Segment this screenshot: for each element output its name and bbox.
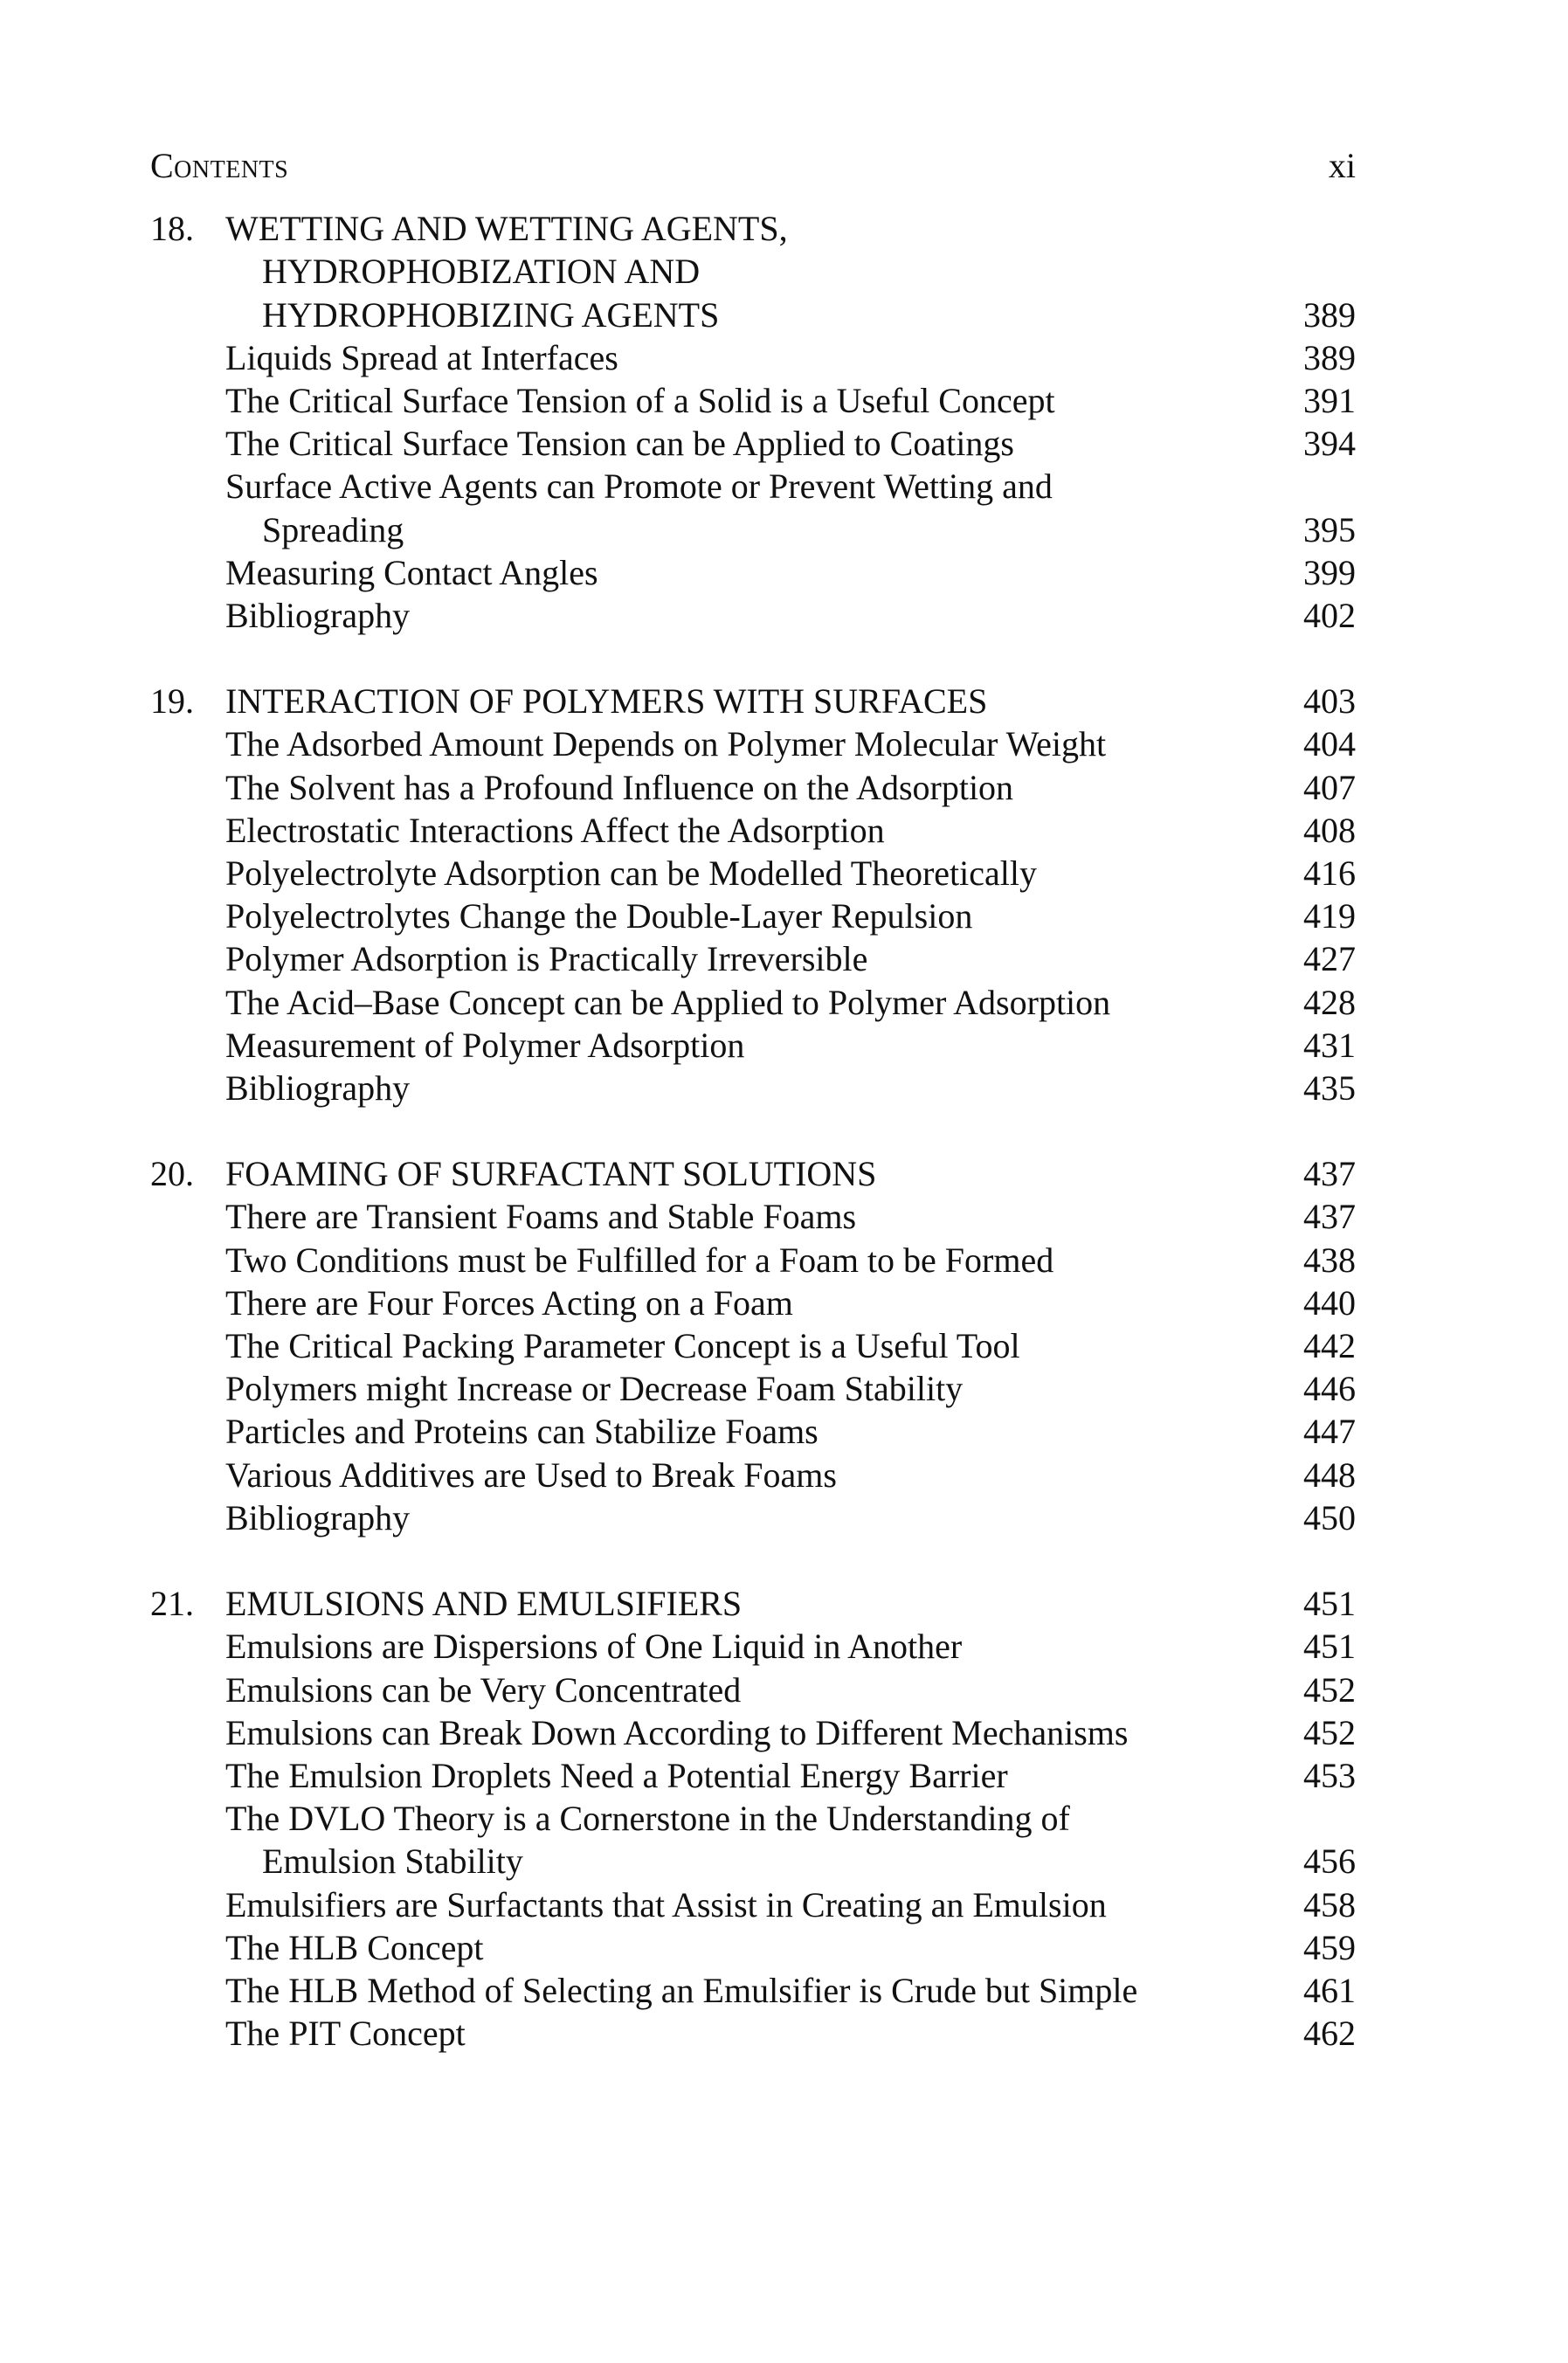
- toc-entry-page-number: 399: [1303, 552, 1356, 592]
- toc-entry[interactable]: [150, 1454, 1356, 1496]
- toc-entry-page-number: 438: [1303, 1240, 1356, 1280]
- chapter-title-line: HYDROPHOBIZING AGENTS: [262, 294, 720, 335]
- toc-entry[interactable]: [150, 1324, 1356, 1367]
- chapter-heading[interactable]: [150, 1582, 1356, 1625]
- chapter-page-number: 389: [1303, 294, 1356, 335]
- toc-entry[interactable]: [150, 1239, 1356, 1282]
- toc-entry[interactable]: [150, 1195, 1356, 1238]
- toc-entry-title: Emulsions are Dispersions of One Liquid in Another: [225, 1627, 963, 1667]
- toc-entry-title: Two Conditions must be Fulfilled for a Foam to be Formed: [225, 1240, 1054, 1280]
- toc-entry-title: The DVLO Theory is a Cornerstone in the Understanding of: [225, 1799, 1070, 1839]
- toc-entry[interactable]: [150, 594, 1356, 637]
- toc-entry[interactable]: [150, 1926, 1356, 1969]
- toc-entry-title: Liquids Spread at Interfaces: [225, 337, 618, 377]
- toc-entry[interactable]: [150, 1754, 1356, 1797]
- toc-entry-page-number: 431: [1303, 1025, 1356, 1065]
- toc-entry-title: There are Transient Foams and Stable Foams: [225, 1197, 857, 1237]
- chapter-title-line: WETTING AND WETTING AGENTS,: [225, 209, 788, 249]
- chapter-title-line: FOAMING OF SURFACTANT SOLUTIONS: [225, 1154, 877, 1194]
- toc-entry[interactable]: [150, 1024, 1356, 1067]
- chapter-title-line: EMULSIONS AND EMULSIFIERS: [225, 1584, 743, 1624]
- toc-entry[interactable]: [150, 1711, 1356, 1754]
- toc-entry-title: Bibliography: [225, 596, 411, 636]
- contents-page: [150, 144, 1356, 2097]
- toc-entry-page-number: 452: [1303, 1669, 1356, 1710]
- toc-entry-title: Surface Active Agents can Promote or Prevent Wetting and: [225, 466, 1053, 507]
- toc-entry[interactable]: [150, 1669, 1356, 1711]
- toc-entry-page-number: 446: [1303, 1369, 1356, 1409]
- running-head-page-number: xi: [1328, 146, 1356, 185]
- toc-entry[interactable]: [150, 722, 1356, 765]
- chapter-title-line: INTERACTION OF POLYMERS WITH SURFACES: [225, 681, 988, 722]
- toc-entry-title: Spreading: [262, 509, 404, 549]
- toc-entry[interactable]: [150, 422, 1356, 465]
- toc-entry-page-number: 416: [1303, 853, 1356, 894]
- toc-entry[interactable]: [150, 1367, 1356, 1410]
- toc-chapter: [150, 680, 1356, 1109]
- chapter-number: 18.: [150, 209, 194, 249]
- toc-entry[interactable]: [150, 937, 1356, 980]
- toc-entry[interactable]: [150, 1969, 1356, 2012]
- toc-entry-title: The Acid–Base Concept can be Applied to Polymer Adsorption: [225, 982, 1111, 1022]
- toc-entry[interactable]: [150, 1496, 1356, 1539]
- toc-entry[interactable]: [150, 2012, 1356, 2055]
- toc-entry-title: Various Additives are Used to Break Foams: [225, 1454, 837, 1495]
- toc-entry-title: Emulsion Stability: [262, 1841, 523, 1882]
- toc-entry[interactable]: [150, 1883, 1356, 1926]
- toc-entry-title: Bibliography: [225, 1497, 411, 1537]
- toc-chapter: [150, 1582, 1356, 2055]
- toc-entry[interactable]: [150, 852, 1356, 895]
- toc-entry-title: Particles and Proteins can Stabilize Foams: [225, 1412, 819, 1452]
- toc-entry-title: Polymers might Increase or Decrease Foam Stability: [225, 1369, 964, 1409]
- toc-entry-title: Polyelectrolyte Adsorption can be Modelled Theoretically: [225, 853, 1038, 894]
- chapter-title-line: HYDROPHOBIZATION AND: [262, 252, 701, 292]
- toc-entry-page-number: 458: [1303, 1884, 1356, 1924]
- toc-entry-page-number: 453: [1303, 1755, 1356, 1795]
- toc-entry-title: The Adsorbed Amount Depends on Polymer Molecular Weight: [225, 724, 1107, 764]
- toc-entry[interactable]: [150, 551, 1356, 594]
- toc-entry[interactable]: [150, 336, 1356, 379]
- running-head-title: Contents: [150, 146, 289, 185]
- toc-entry-title: The PIT Concept: [225, 2014, 466, 2054]
- toc-entry-title: Emulsions can Break Down According to Different Mechanisms: [225, 1712, 1129, 1752]
- toc-entry-title: Emulsions can be Very Concentrated: [225, 1669, 742, 1710]
- toc-entry-page-number: 452: [1303, 1712, 1356, 1752]
- toc-entry[interactable]: [150, 1282, 1356, 1324]
- toc-entry-title: The Solvent has a Profound Influence on the Adsorption: [225, 767, 1014, 807]
- toc-entry-page-number: 404: [1303, 724, 1356, 764]
- toc-entry-page-number: 428: [1303, 982, 1356, 1022]
- toc-entry-page-number: 440: [1303, 1282, 1356, 1323]
- toc-entry-page-number: 408: [1303, 810, 1356, 850]
- table-of-contents: [150, 207, 1356, 2055]
- toc-entry-title: Emulsifiers are Surfactants that Assist in Creating an Emulsion: [225, 1884, 1107, 1924]
- toc-entry[interactable]: [150, 1625, 1356, 1668]
- toc-entry-page-number: 448: [1303, 1454, 1356, 1495]
- toc-entry-page-number: 435: [1303, 1068, 1356, 1109]
- toc-entry-page-number: 447: [1303, 1412, 1356, 1452]
- toc-entry-title: The Emulsion Droplets Need a Potential Energy Barrier: [225, 1755, 1008, 1795]
- toc-entry-page-number: 391: [1303, 381, 1356, 421]
- toc-chapter: [150, 1152, 1356, 1539]
- toc-entry[interactable]: [150, 1067, 1356, 1109]
- toc-entry[interactable]: [150, 766, 1356, 809]
- chapter-page-number: 437: [1303, 1154, 1356, 1194]
- chapter-number: 20.: [150, 1154, 194, 1194]
- toc-entry-title: There are Four Forces Acting on a Foam: [225, 1282, 793, 1323]
- chapter-page-number: 451: [1303, 1584, 1356, 1624]
- chapter-heading[interactable]: [150, 680, 1356, 722]
- toc-entry-title: The Critical Packing Parameter Concept is a Useful Tool: [225, 1326, 1020, 1366]
- toc-entry-page-number: 402: [1303, 596, 1356, 636]
- toc-entry[interactable]: [150, 465, 1356, 550]
- toc-entry-title: Measurement of Polymer Adsorption: [225, 1025, 745, 1065]
- toc-entry-page-number: 389: [1303, 337, 1356, 377]
- toc-entry-page-number: 427: [1303, 939, 1356, 979]
- toc-entry[interactable]: [150, 809, 1356, 852]
- toc-entry[interactable]: [150, 1797, 1356, 1883]
- toc-entry[interactable]: [150, 1410, 1356, 1453]
- toc-entry-title: Polyelectrolytes Change the Double-Layer Repulsion: [225, 896, 973, 936]
- toc-entry-title: The Critical Surface Tension can be Applied to Coatings: [225, 424, 1014, 464]
- toc-entry-page-number: 456: [1303, 1841, 1356, 1882]
- toc-entry-page-number: 394: [1303, 424, 1356, 464]
- toc-entry[interactable]: [150, 895, 1356, 937]
- toc-entry-title: Electrostatic Interactions Affect the Adsorption: [225, 810, 885, 850]
- chapter-number: 19.: [150, 681, 194, 722]
- toc-entry-page-number: 461: [1303, 1970, 1356, 2010]
- toc-entry-page-number: 437: [1303, 1197, 1356, 1237]
- toc-entry-page-number: 450: [1303, 1497, 1356, 1537]
- running-head: [150, 144, 1356, 187]
- toc-entry-page-number: 459: [1303, 1927, 1356, 1967]
- toc-entry-page-number: 419: [1303, 896, 1356, 936]
- toc-entry[interactable]: [150, 981, 1356, 1024]
- toc-entry-page-number: 395: [1303, 509, 1356, 549]
- toc-entry[interactable]: [150, 379, 1356, 422]
- toc-entry-title: The Critical Surface Tension of a Solid is a Useful Concept: [225, 381, 1055, 421]
- toc-entry-page-number: 407: [1303, 767, 1356, 807]
- chapter-heading[interactable]: [150, 207, 1356, 336]
- toc-entry-title: Bibliography: [225, 1068, 411, 1109]
- toc-entry-title: Measuring Contact Angles: [225, 552, 598, 592]
- toc-chapter: [150, 207, 1356, 637]
- toc-entry-title: The HLB Concept: [225, 1927, 484, 1967]
- toc-entry-title: Polymer Adsorption is Practically Irreversible: [225, 939, 868, 979]
- toc-entry-page-number: 442: [1303, 1326, 1356, 1366]
- chapter-number: 21.: [150, 1584, 194, 1624]
- chapter-heading[interactable]: [150, 1152, 1356, 1195]
- toc-entry-title: The HLB Method of Selecting an Emulsifier is Crude but Simple: [225, 1970, 1138, 2010]
- toc-entry-page-number: 462: [1303, 2014, 1356, 2054]
- chapter-page-number: 403: [1303, 681, 1356, 722]
- toc-entry-page-number: 451: [1303, 1627, 1356, 1667]
